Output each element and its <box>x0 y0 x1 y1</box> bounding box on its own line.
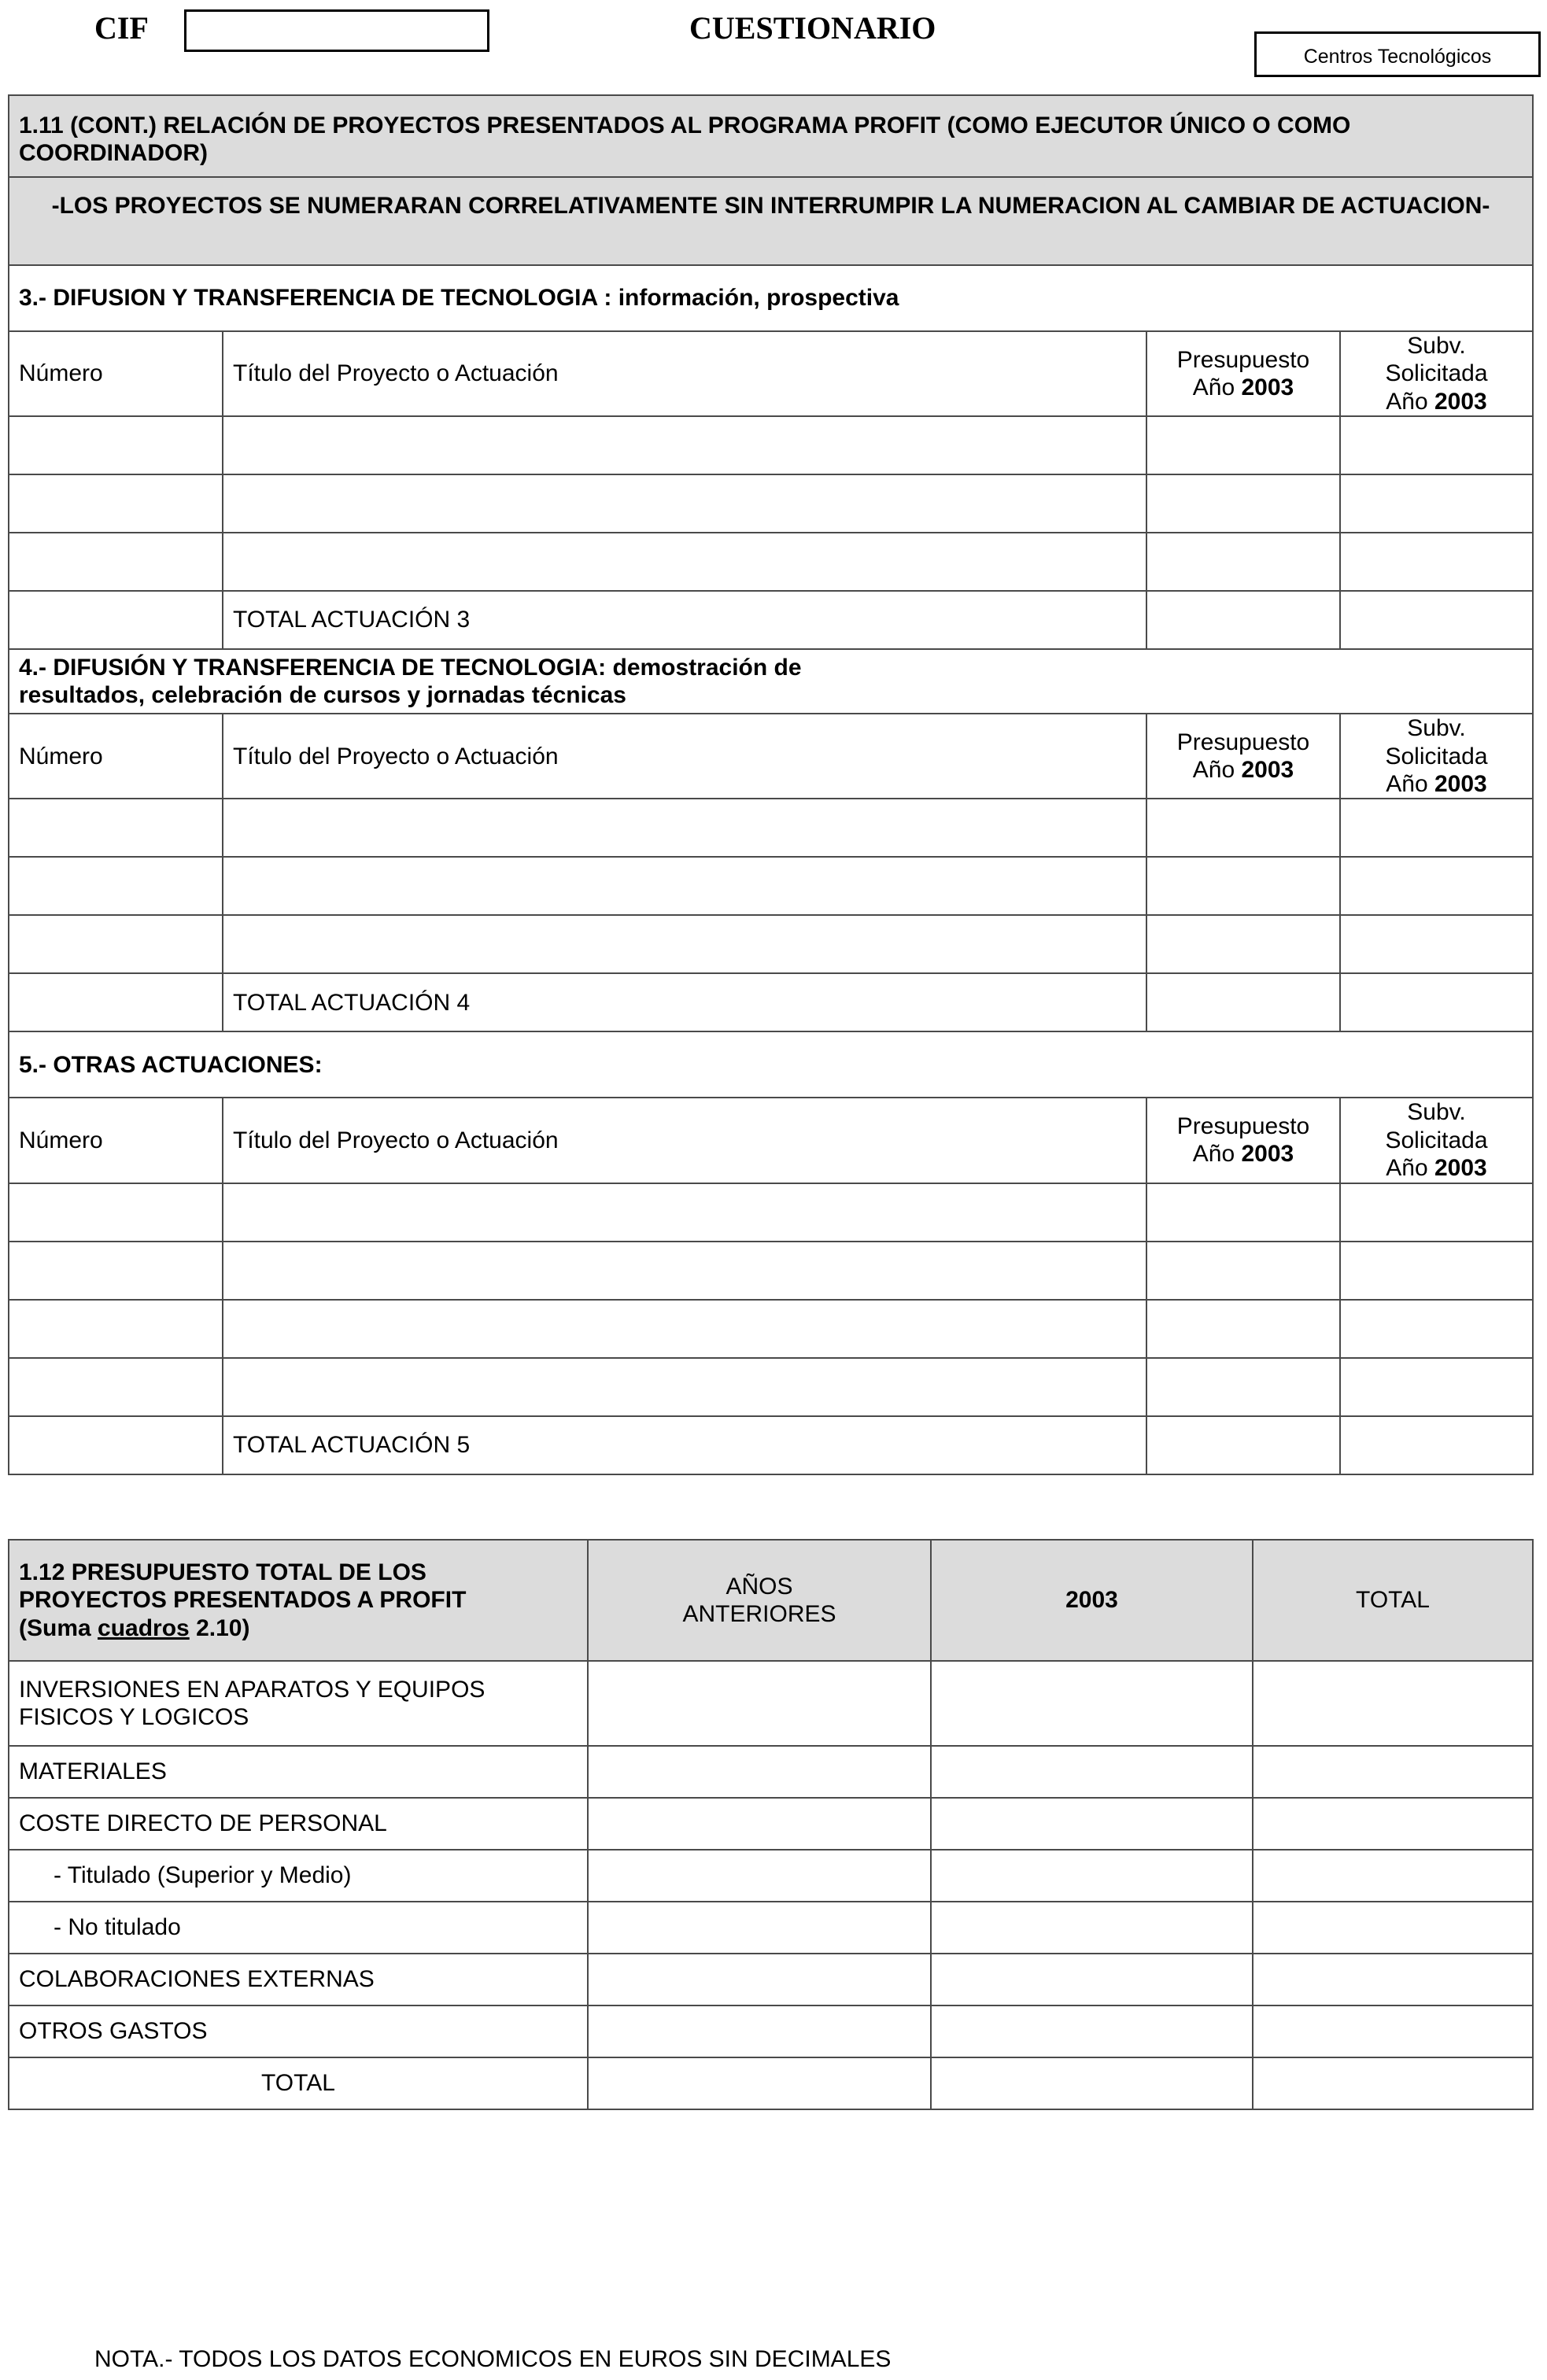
budget-row-label: COLABORACIONES EXTERNAS <box>9 1954 588 2005</box>
budget-row-label: INVERSIONES EN APARATOS Y EQUIPOS FISICOS Y LOGICOS <box>9 1661 588 1746</box>
section-1-12-title: 1.12 PRESUPUESTO TOTAL DE LOS PROYECTOS PRESENTADOS A PROFIT (Suma cuadros 2.10) <box>9 1540 588 1661</box>
total-subvencion-cell[interactable] <box>1340 1416 1533 1474</box>
budget-row <box>9 1850 1533 1902</box>
document-title: CUESTIONARIO <box>689 10 936 46</box>
total-actuacion-5-label: TOTAL ACTUACIÓN 5 <box>223 1416 1146 1474</box>
table-row <box>9 1358 1533 1416</box>
total-cell[interactable] <box>1253 1746 1533 1798</box>
col-numero: Número <box>9 714 223 799</box>
total-cell[interactable] <box>1253 2057 1533 2109</box>
titulo-cell[interactable] <box>223 915 1146 973</box>
total-subvencion-cell[interactable] <box>1340 591 1533 649</box>
col-subvencion: Subv. Solicitada Año 2003 <box>1340 1098 1533 1183</box>
titulo-cell[interactable] <box>223 1300 1146 1358</box>
subvencion-cell[interactable] <box>1340 416 1533 474</box>
numero-cell[interactable] <box>9 857 223 915</box>
titulo-cell[interactable] <box>223 1358 1146 1416</box>
col-numero: Número <box>9 1098 223 1183</box>
presupuesto-cell[interactable] <box>1146 1183 1340 1242</box>
numero-cell[interactable] <box>9 474 223 533</box>
anos-anteriores-cell[interactable] <box>588 1746 931 1798</box>
actuacion-4-heading: 4.- DIFUSIÓN Y TRANSFERENCIA DE TECNOLOGIA: demostración de resultados, celebración de cursos y jornadas técnicas <box>9 649 1533 714</box>
subvencion-cell[interactable] <box>1340 1300 1533 1358</box>
anos-anteriores-cell[interactable] <box>588 1661 931 1746</box>
table-row <box>9 474 1533 533</box>
budget-row-label: - No titulado <box>9 1902 588 1954</box>
titulo-cell[interactable] <box>223 857 1146 915</box>
total-actuacion-3-label: TOTAL ACTUACIÓN 3 <box>223 591 1146 649</box>
total-presupuesto-cell[interactable] <box>1146 1416 1340 1474</box>
year-cell[interactable] <box>931 1798 1253 1850</box>
numero-cell[interactable] <box>9 1183 223 1242</box>
year-cell[interactable] <box>931 1954 1253 2005</box>
total-cell[interactable] <box>1253 1902 1533 1954</box>
col-presupuesto: Presupuesto Año 2003 <box>1146 1098 1340 1183</box>
table-row <box>9 915 1533 973</box>
table-row <box>9 416 1533 474</box>
col-subvencion: Subv. Solicitada Año 2003 <box>1340 714 1533 799</box>
budget-row <box>9 1954 1533 2005</box>
budget-row <box>9 1902 1533 1954</box>
col-subvencion: Subv. Solicitada Año 2003 <box>1340 331 1533 416</box>
budget-row-label: - Titulado (Superior y Medio) <box>9 1850 588 1902</box>
presupuesto-cell[interactable] <box>1146 857 1340 915</box>
total-numero-cell <box>9 973 223 1031</box>
col-presupuesto: Presupuesto Año 2003 <box>1146 331 1340 416</box>
numero-cell[interactable] <box>9 416 223 474</box>
total-cell[interactable] <box>1253 1798 1533 1850</box>
projects-table <box>8 94 1534 1475</box>
subvencion-cell[interactable] <box>1340 1242 1533 1300</box>
col-titulo: Título del Proyecto o Actuación <box>223 714 1146 799</box>
table-row <box>9 1242 1533 1300</box>
budget-row <box>9 1798 1533 1850</box>
total-cell[interactable] <box>1253 2005 1533 2057</box>
numero-cell[interactable] <box>9 915 223 973</box>
budget-row-label: COSTE DIRECTO DE PERSONAL <box>9 1798 588 1850</box>
titulo-cell[interactable] <box>223 474 1146 533</box>
budget-table <box>8 1539 1534 2110</box>
subvencion-cell[interactable] <box>1340 474 1533 533</box>
centros-tecnologicos-badge <box>1254 31 1541 77</box>
numero-cell[interactable] <box>9 533 223 591</box>
total-cell[interactable] <box>1253 1954 1533 2005</box>
titulo-cell[interactable] <box>223 533 1146 591</box>
subvencion-cell[interactable] <box>1340 857 1533 915</box>
anos-anteriores-cell[interactable] <box>588 1798 931 1850</box>
titulo-cell[interactable] <box>223 1242 1146 1300</box>
total-cell[interactable] <box>1253 1850 1533 1902</box>
numero-cell[interactable] <box>9 1242 223 1300</box>
table-row <box>9 1183 1533 1242</box>
presupuesto-cell[interactable] <box>1146 1242 1340 1300</box>
anos-anteriores-cell[interactable] <box>588 1954 931 2005</box>
col-total: TOTAL <box>1253 1540 1533 1661</box>
year-cell[interactable] <box>931 2005 1253 2057</box>
year-cell[interactable] <box>931 1902 1253 1954</box>
total-numero-cell <box>9 591 223 649</box>
col-numero: Número <box>9 331 223 416</box>
col-anos-anteriores: AÑOS ANTERIORES <box>588 1540 931 1661</box>
presupuesto-cell[interactable] <box>1146 474 1340 533</box>
subvencion-cell[interactable] <box>1340 799 1533 857</box>
cif-label: CIF <box>94 10 149 46</box>
year-cell[interactable] <box>931 1661 1253 1746</box>
total-presupuesto-cell[interactable] <box>1146 973 1340 1031</box>
total-numero-cell <box>9 1416 223 1474</box>
presupuesto-cell[interactable] <box>1146 915 1340 973</box>
col-titulo: Título del Proyecto o Actuación <box>223 1098 1146 1183</box>
budget-row <box>9 2057 1533 2109</box>
year-cell[interactable] <box>931 1746 1253 1798</box>
total-cell[interactable] <box>1253 1661 1533 1746</box>
presupuesto-cell[interactable] <box>1146 799 1340 857</box>
presupuesto-cell[interactable] <box>1146 1358 1340 1416</box>
table-row <box>9 1300 1533 1358</box>
budget-row <box>9 1661 1533 1746</box>
budget-row-label: MATERIALES <box>9 1746 588 1798</box>
presupuesto-cell[interactable] <box>1146 416 1340 474</box>
subvencion-cell[interactable] <box>1340 533 1533 591</box>
table-row <box>9 799 1533 857</box>
anos-anteriores-cell[interactable] <box>588 1902 931 1954</box>
year-cell[interactable] <box>931 1850 1253 1902</box>
presupuesto-cell[interactable] <box>1146 1300 1340 1358</box>
presupuesto-cell[interactable] <box>1146 533 1340 591</box>
budget-row <box>9 2005 1533 2057</box>
table-row <box>9 857 1533 915</box>
table-row <box>9 533 1533 591</box>
total-subvencion-cell[interactable] <box>1340 973 1533 1031</box>
subvencion-cell[interactable] <box>1340 1358 1533 1416</box>
section-1-11-title: 1.11 (CONT.) RELACIÓN DE PROYECTOS PRESENTADOS AL PROGRAMA PROFIT (COMO EJECUTOR ÚNICO O COMO COORDINADOR) <box>9 95 1533 177</box>
section-1-11-note: -LOS PROYECTOS SE NUMERARAN CORRELATIVAMENTE SIN INTERRUMPIR LA NUMERACION AL CAMBIAR DE ACTUACION- <box>9 177 1533 265</box>
subvencion-cell[interactable] <box>1340 1183 1533 1242</box>
anos-anteriores-cell[interactable] <box>588 2005 931 2057</box>
badge-label: Centros Tecnológicos <box>1303 46 1492 68</box>
year-cell[interactable] <box>931 2057 1253 2109</box>
titulo-cell[interactable] <box>223 416 1146 474</box>
col-presupuesto: Presupuesto Año 2003 <box>1146 714 1340 799</box>
col-titulo: Título del Proyecto o Actuación <box>223 331 1146 416</box>
cif-input[interactable] <box>184 9 489 52</box>
budget-row <box>9 1746 1533 1798</box>
actuacion-5-heading: 5.- OTRAS ACTUACIONES: <box>9 1031 1533 1098</box>
numero-cell[interactable] <box>9 799 223 857</box>
subvencion-cell[interactable] <box>1340 915 1533 973</box>
total-presupuesto-cell[interactable] <box>1146 591 1340 649</box>
actuacion-3-heading: 3.- DIFUSION Y TRANSFERENCIA DE TECNOLOGIA : información, prospectiva <box>9 265 1533 331</box>
titulo-cell[interactable] <box>223 799 1146 857</box>
budget-row-label: OTROS GASTOS <box>9 2005 588 2057</box>
numero-cell[interactable] <box>9 1358 223 1416</box>
anos-anteriores-cell[interactable] <box>588 2057 931 2109</box>
anos-anteriores-cell[interactable] <box>588 1850 931 1902</box>
footer-note: NOTA.- TODOS LOS DATOS ECONOMICOS EN EUROS SIN DECIMALES <box>94 2346 892 2372</box>
numero-cell[interactable] <box>9 1300 223 1358</box>
budget-total-label: TOTAL <box>9 2057 588 2109</box>
col-year-2003: 2003 <box>931 1540 1253 1661</box>
titulo-cell[interactable] <box>223 1183 1146 1242</box>
total-actuacion-4-label: TOTAL ACTUACIÓN 4 <box>223 973 1146 1031</box>
